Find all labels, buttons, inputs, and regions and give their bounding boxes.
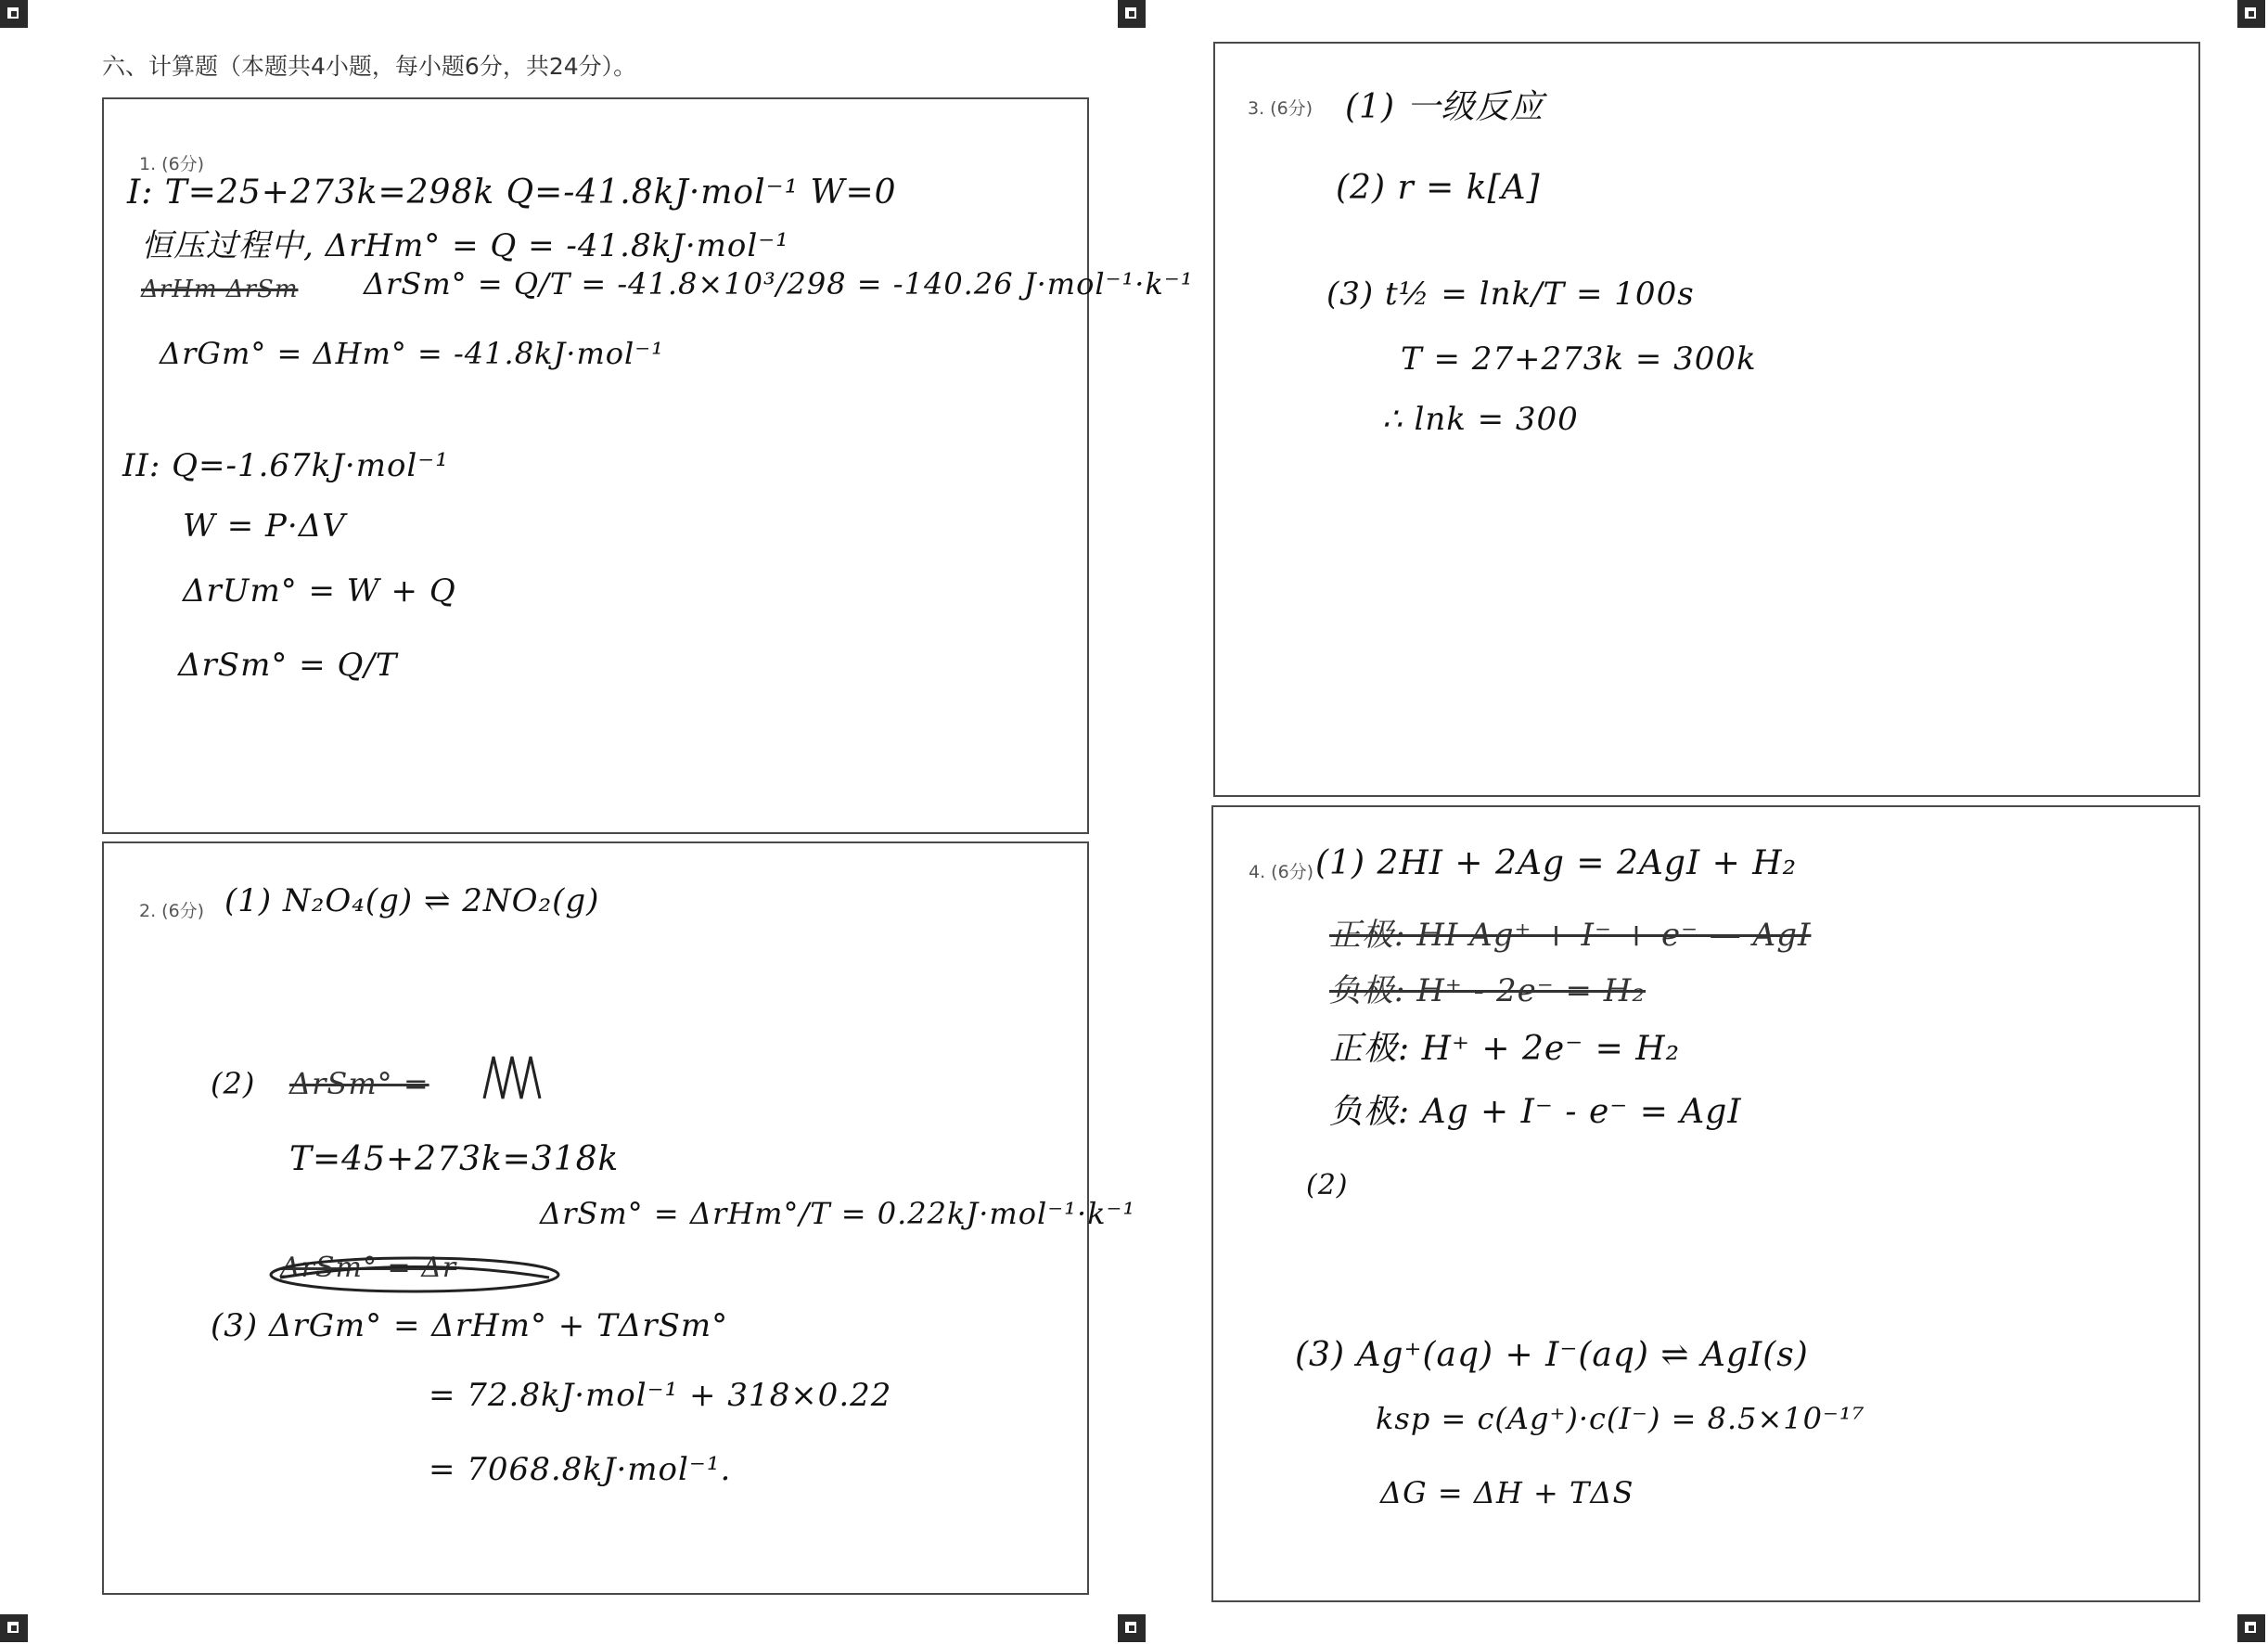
handwriting-line: (1) 一级反应 — [1345, 88, 1544, 126]
handwriting-line: (1) 2HI + 2Ag = 2AgI + H₂ — [1315, 844, 1798, 882]
corner-marker-top-right — [2237, 0, 2265, 28]
handwriting-line: (3) Ag⁺(aq) + I⁻(aq) ⇌ AgI(s) — [1295, 1336, 1809, 1374]
handwriting-line: (2) — [1306, 1169, 1349, 1201]
handwriting-line: T=45+273k=318k — [289, 1140, 620, 1178]
question-label-q4: 4. (6分) — [1249, 862, 1314, 882]
handwriting-line: 恒压过程中, ΔrHm° = Q = -41.8kJ·mol⁻¹ — [141, 227, 789, 264]
handwriting-line: ΔrSm° = Q/T = -41.8×10³/298 = -140.26 J·mol⁻¹·k⁻¹ — [364, 266, 1194, 302]
handwriting-line: (3) t½ = lnk/T = 100s — [1326, 276, 1695, 313]
handwriting-line: = 7068.8kJ·mol⁻¹. — [429, 1451, 732, 1488]
question-label-q1: 1. (6分) — [139, 154, 205, 174]
handwriting-line: I: T=25+273k=298k Q=-41.8kJ·mol⁻¹ W=0 — [127, 173, 897, 212]
handwriting-line: ΔG = ΔH + TΔS — [1380, 1475, 1634, 1510]
handwriting-line: 负极: Ag + I⁻ - e⁻ = AgI — [1329, 1093, 1742, 1131]
struck-out-text: 负极: H⁺ - 2e⁻ = H₂ — [1329, 972, 1647, 1009]
handwriting-line: ΔrUm° = W + Q — [183, 572, 456, 610]
question-label-q3: 3. (6分) — [1248, 98, 1313, 119]
corner-marker-top-center — [1118, 0, 1146, 28]
handwriting-line: (2) r = k[A] — [1336, 169, 1541, 207]
scribble-mark — [480, 1052, 545, 1108]
handwriting-line: 正极: H⁺ + 2e⁻ = H₂ — [1329, 1030, 1681, 1068]
handwriting-line: ksp = c(Ag⁺)·c(I⁻) = 8.5×10⁻¹⁷ — [1376, 1401, 1865, 1436]
scribble-mark — [262, 1252, 568, 1298]
handwriting-line: (3) ΔrGm° = ΔrHm° + TΔrSm° — [211, 1307, 729, 1344]
answer-box-q2 — [102, 841, 1136, 1595]
handwriting-line: II: Q=-1.67kJ·mol⁻¹ — [122, 447, 449, 484]
handwriting-line: ΔrGm° = ΔHm° = -41.8kJ·mol⁻¹ — [160, 336, 664, 371]
corner-marker-bottom-right — [2237, 1614, 2265, 1642]
answer-box-q1 — [102, 97, 1194, 834]
answer-box-q3 — [1213, 42, 2200, 797]
struck-out-text: ΔrSm° = Δr — [280, 1252, 457, 1284]
handwriting-line: W = P·ΔV — [183, 507, 346, 545]
struck-out-text: ΔrHm ΔrSm — [141, 276, 299, 303]
section-title: 六、计算题（本题共4小题，每小题6分，共24分）。 — [102, 53, 637, 80]
handwriting-line: (2) — [211, 1066, 256, 1101]
handwriting-line: T = 27+273k = 300k — [1401, 340, 1757, 378]
handwriting-line: ∴ lnk = 300 — [1382, 401, 1579, 438]
corner-marker-bottom-center — [1118, 1614, 1146, 1642]
handwriting-line: (1) N₂O₄(g) ⇌ 2NO₂(g) — [224, 882, 600, 919]
handwriting-line: ΔrSm° = ΔrHm°/T = 0.22kJ·mol⁻¹·k⁻¹ — [540, 1196, 1136, 1231]
corner-marker-bottom-left — [0, 1614, 28, 1642]
struck-out-text: ΔrSm° = — [289, 1066, 429, 1101]
handwriting-line: ΔrSm° = Q/T — [178, 647, 398, 684]
question-label-q2: 2. (6分) — [139, 901, 205, 921]
handwriting-line: = 72.8kJ·mol⁻¹ + 318×0.22 — [429, 1377, 892, 1414]
answer-box-q4 — [1211, 805, 2200, 1602]
struck-out-text: 正极: HI Ag⁺ + I⁻ + e⁻ — AgI — [1329, 917, 1812, 954]
corner-marker-top-left — [0, 0, 28, 28]
